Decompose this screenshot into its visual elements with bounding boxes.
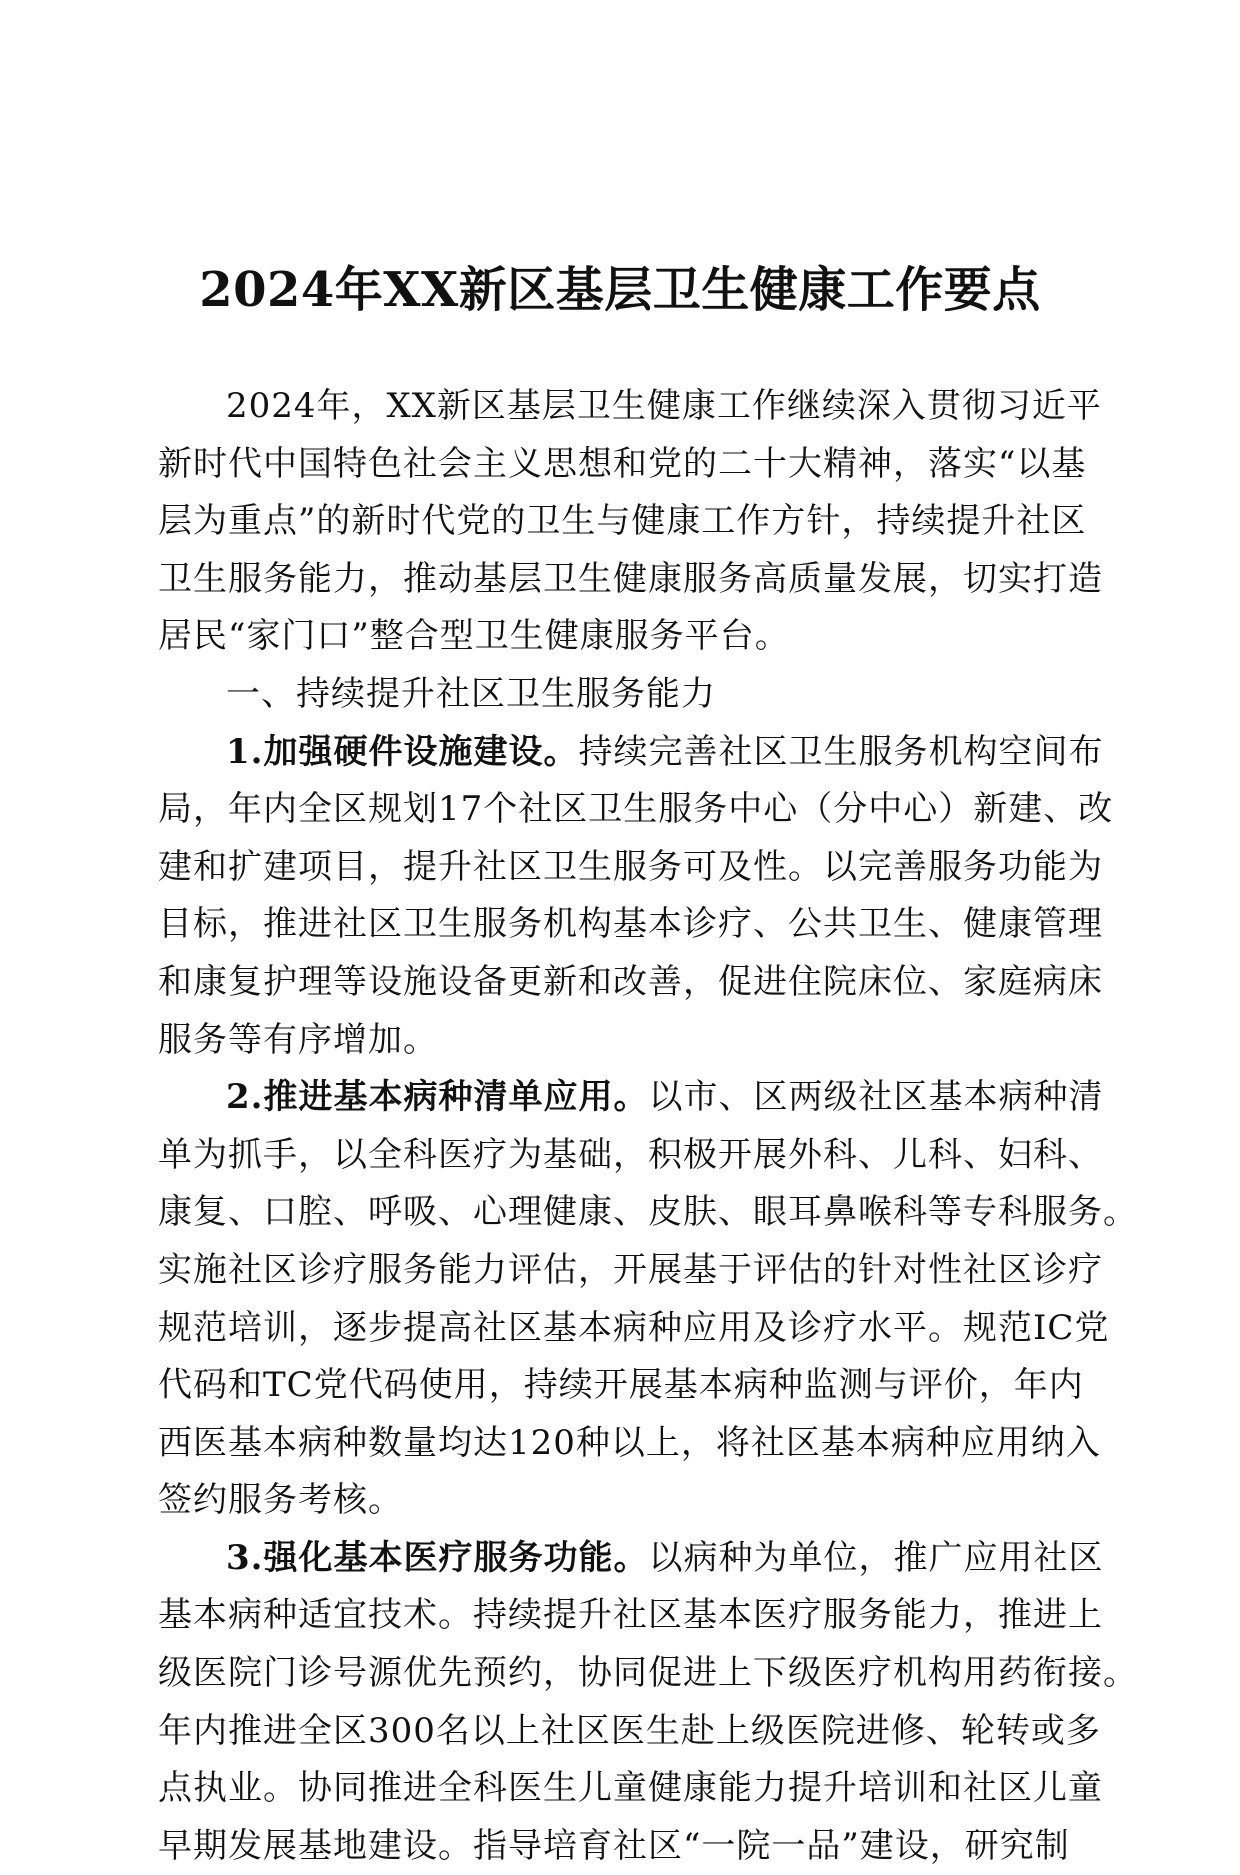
paragraph-line: 年内推进全区300名以上社区医生赴上级医院进修、轮转或多	[158, 1710, 1101, 1751]
paragraph-line: 服务等有序增加。	[158, 1019, 438, 1060]
paragraph-line: 西医基本病种数量均达120种以上，将社区基本病种应用纳入	[158, 1422, 1101, 1463]
item-first-line	[158, 724, 1104, 782]
paragraph-line: 建和扩建项目，提升社区卫生服务可及性。以完善服务功能为	[158, 846, 1103, 887]
paragraph-line: 代码和TC党代码使用，持续开展基本病种监测与评价，年内	[158, 1365, 1084, 1406]
paragraph-line: 新时代中国特色社会主义思想和党的二十大精神，落实“以基	[158, 443, 1087, 484]
document-body	[158, 378, 1138, 1875]
item-text: 以市、区两级社区基本病种清	[648, 1077, 1104, 1118]
paragraph-line: 康复、口腔、呼吸、心理健康、皮肤、眼耳鼻喉科等专科服务。	[158, 1192, 1138, 1233]
section-heading: 一、持续提升社区卫生服务能力	[226, 673, 716, 714]
item-first-line	[158, 1530, 1104, 1588]
paragraph-line: 居民“家门口”整合型卫生健康服务平台。	[158, 616, 790, 657]
paragraph-line: 和康复护理等设施设备更新和改善，促进住院床位、家庭病床	[158, 961, 1103, 1002]
paragraph-line: 局，年内全区规划17个社区卫生服务中心（分中心）新建、改	[158, 789, 1114, 830]
paragraph-line: 基本病种适宜技术。持续提升社区基本医疗服务能力，推进上	[158, 1595, 1103, 1636]
item-title: 2.推进基本病种清单应用。	[226, 1077, 649, 1118]
item-title: 3.强化基本医疗服务功能。	[226, 1537, 649, 1578]
item-first-line	[158, 1069, 1104, 1127]
paragraph-line: 卫生服务能力，推动基层卫生健康服务高质量发展，切实打造	[158, 558, 1103, 599]
document-title: 2024年XX新区基层卫生健康工作要点	[199, 262, 1041, 318]
item-text: 以病种为单位，推广应用社区	[648, 1537, 1104, 1578]
paragraph-line: 点执业。协同推进全科医生儿童健康能力提升培训和社区儿童	[158, 1768, 1103, 1809]
paragraph-line: 实施社区诊疗服务能力评估，开展基于评估的针对性社区诊疗	[158, 1249, 1103, 1290]
paragraph-line: 签约服务考核。	[158, 1480, 403, 1521]
paragraph-line: 层为重点”的新时代党的卫生与健康工作方针，持续提升社区	[158, 501, 1087, 542]
item-title: 1.加强硬件设施建设。	[226, 731, 579, 772]
paragraph-line: 规范培训，逐步提高社区基本病种应用及诊疗水平。规范IC党	[158, 1307, 1110, 1348]
paragraph-line: 级医院门诊号源优先预约，协同促进上下级医疗机构用药衔接。	[158, 1653, 1138, 1694]
paragraph-line: 目标，推进社区卫生服务机构基本诊疗、公共卫生、健康管理	[158, 904, 1103, 945]
item-text: 持续完善社区卫生服务机构空间布	[578, 731, 1104, 772]
paragraph-line: 单为抓手，以全科医疗为基础，积极开展外科、儿科、妇科、	[158, 1134, 1103, 1175]
paragraph-line: 早期发展基地建设。指导培育社区“一院一品”建设，研究制	[158, 1825, 1070, 1866]
paragraph-line: 2024年，XX新区基层卫生健康工作继续深入贯彻习近平	[226, 386, 1102, 426]
